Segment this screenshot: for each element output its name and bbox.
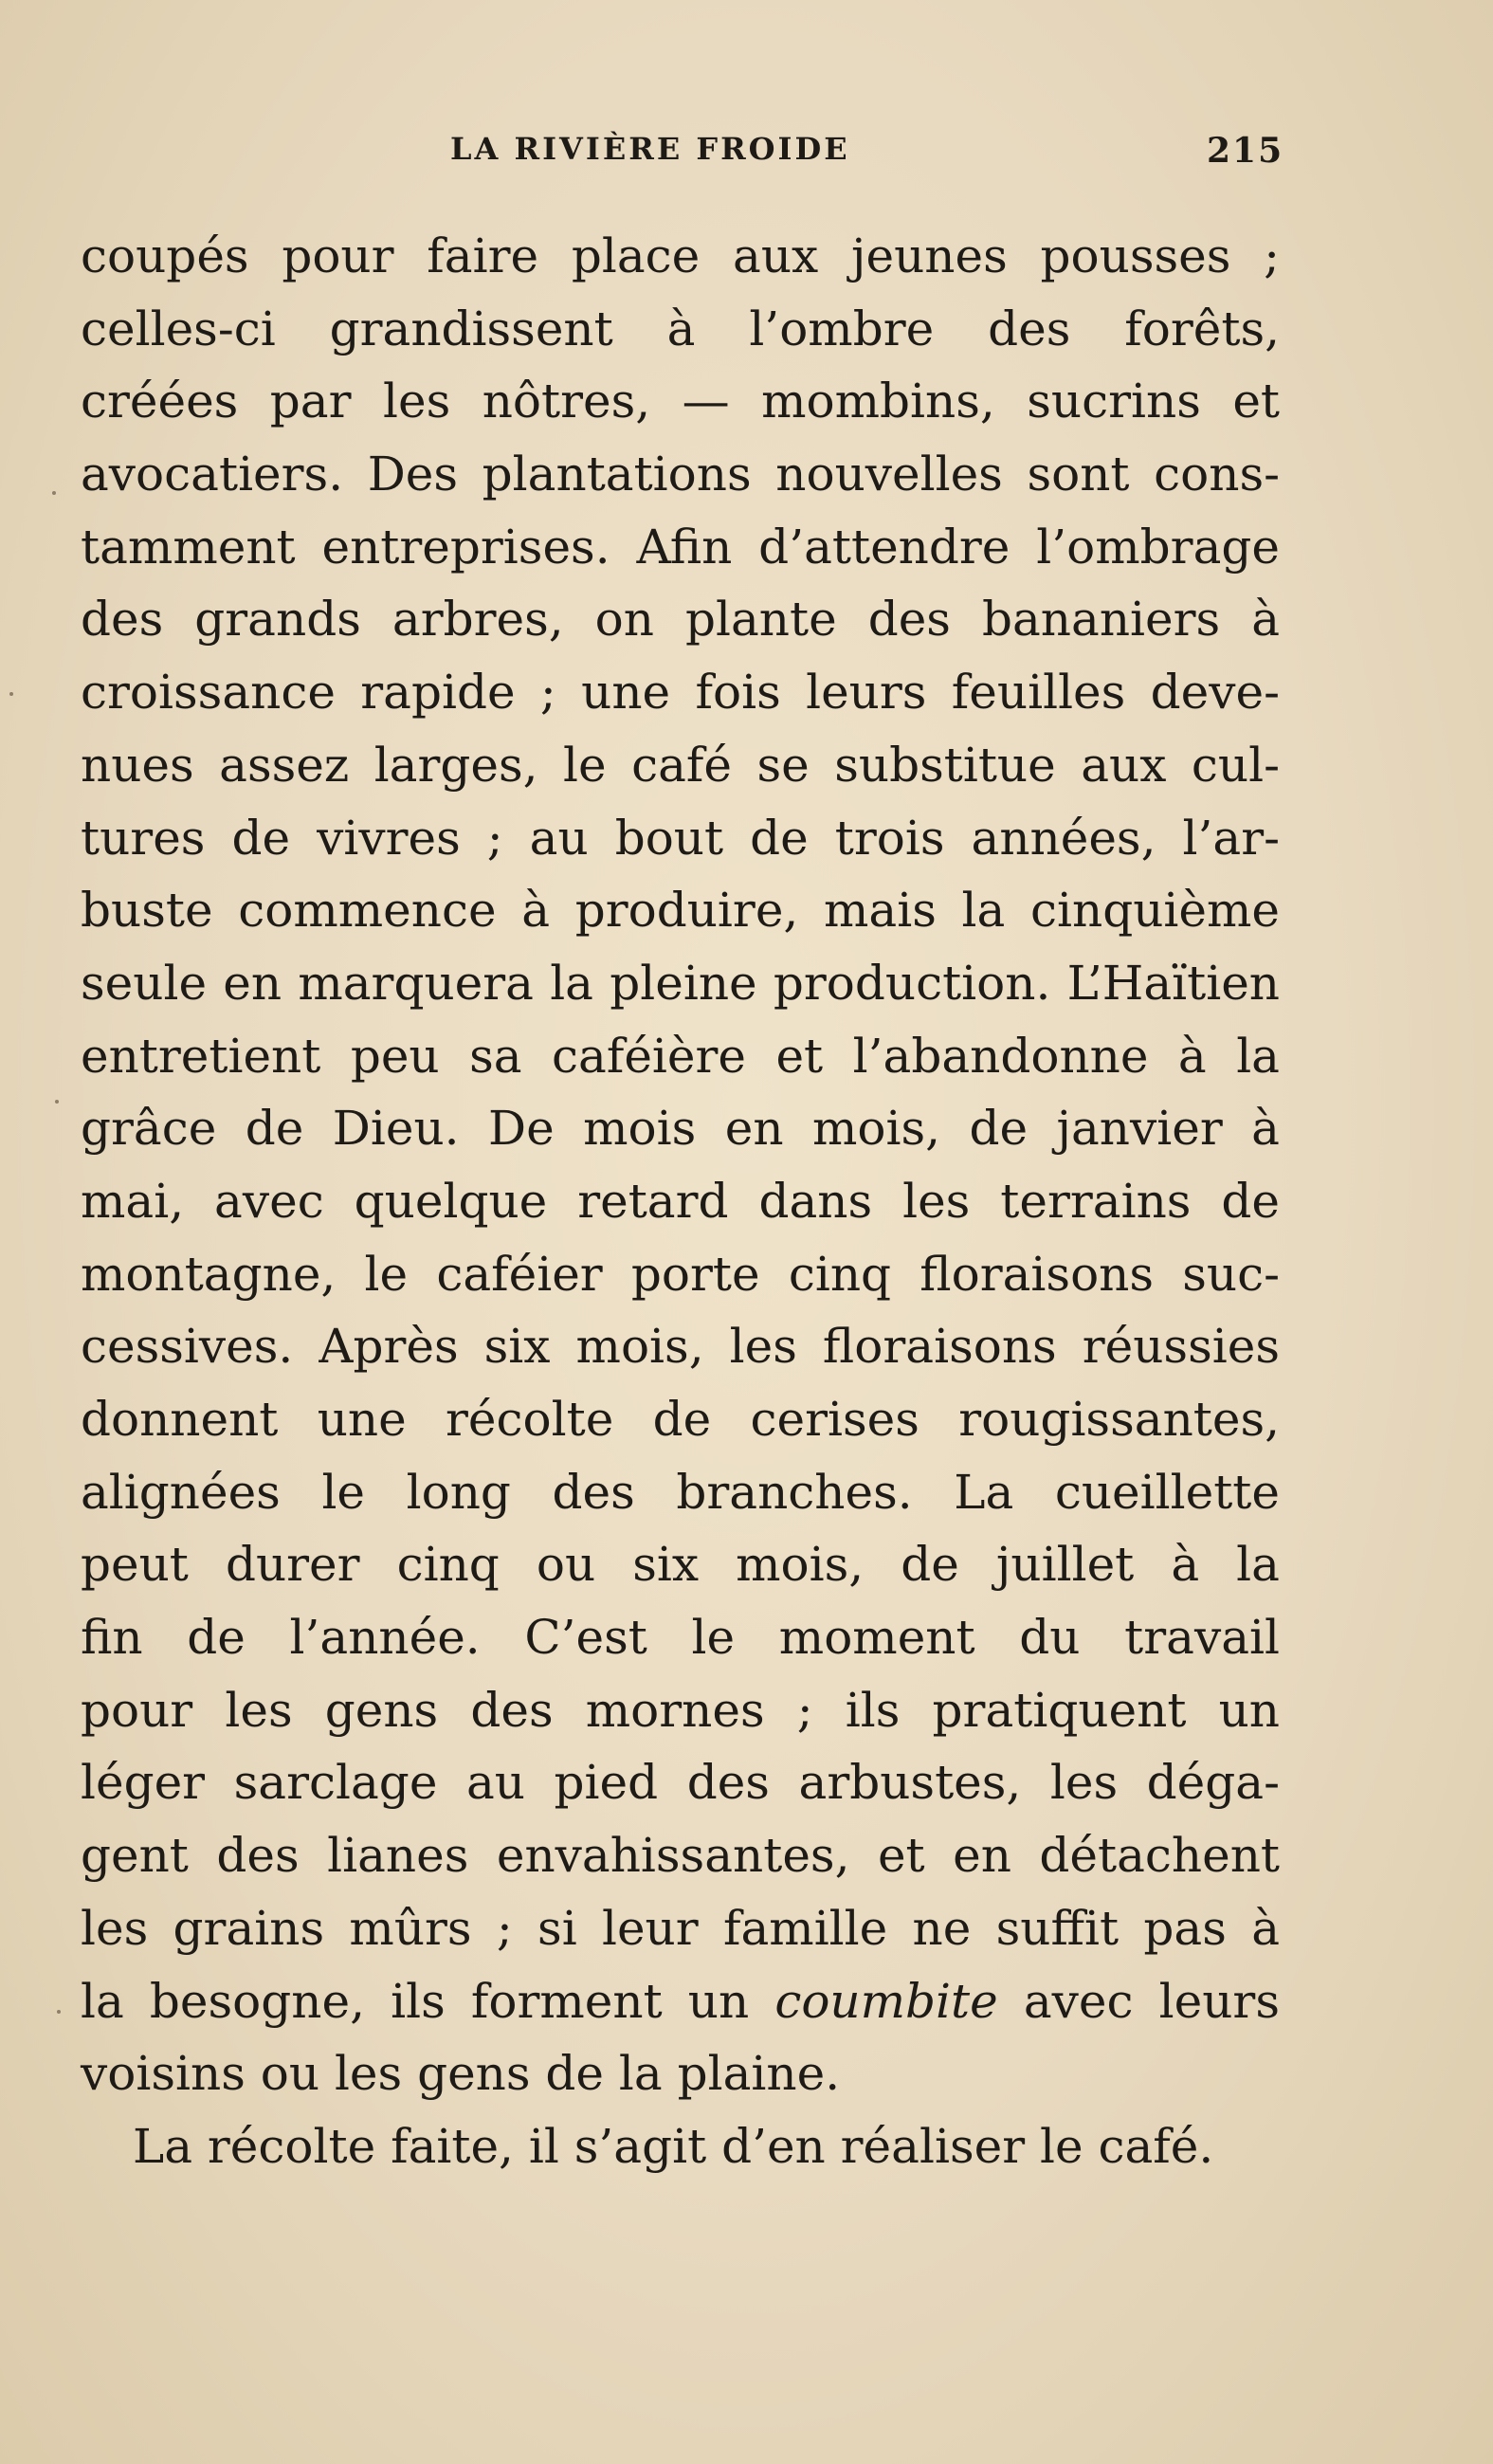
paper-speck — [55, 1100, 59, 1104]
text-line: fin de l’année. C’est le moment du travail — [81, 1610, 1280, 1666]
text-line: cessives. Après six mois, les floraisons réussies — [81, 1319, 1280, 1375]
text-line: mai, avec quelque retard dans les terrains de — [81, 1173, 1280, 1229]
text-line: peut durer cinq ou six mois, de juillet à la — [81, 1537, 1280, 1593]
paper-speck — [57, 2010, 61, 2014]
text-line: pour les gens des mornes ; ils pratiquent un — [81, 1682, 1280, 1738]
text-line: entretient peu sa caféière et l’abandonne à la — [81, 1028, 1280, 1084]
text-line: les grains mûrs ; si leur famille ne suffit pas à — [81, 1900, 1280, 1956]
text-line: montagne, le caféier porte cinq floraisons suc- — [81, 1246, 1280, 1302]
paragraph-start-line: La récolte faite, il s’agit d’en réaliser le café. — [133, 2118, 1214, 2174]
text-line: seule en marquera la pleine production. L’Haïtien — [81, 955, 1280, 1011]
text-line: coupés pour faire place aux jeunes pousses ; — [81, 228, 1280, 283]
text-line: léger sarclage au pied des arbustes, les déga- — [81, 1755, 1280, 1811]
text-line: croissance rapide ; une fois leurs feuilles deve- — [81, 665, 1280, 721]
running-header — [0, 131, 1493, 178]
text-line: alignées le long des branches. La cueillette — [81, 1464, 1280, 1520]
paragraph-end-line: voisins ou les gens de la plaine. — [81, 2046, 841, 2102]
text-line: gent des lianes envahissantes, et en détachent — [81, 1828, 1280, 1884]
text-line: avocatiers. Des plantations nouvelles sont cons- — [81, 447, 1280, 502]
body-text — [81, 220, 1280, 2183]
text-line: nues assez larges, le café se substitue aux cul- — [81, 737, 1280, 793]
paper-speck — [52, 491, 56, 495]
text-line: buste commence à produire, mais la cinquième — [81, 883, 1280, 939]
text-segment: avec leurs — [1023, 1973, 1280, 2029]
running-title: LA RIVIÈRE FROIDE — [450, 131, 850, 167]
text-line: créées par les nôtres, — mombins, sucrins et — [81, 374, 1280, 429]
italic-term: coumbite — [774, 1973, 998, 2029]
text-line: des grands arbres, on plante des bananiers à — [81, 592, 1280, 648]
text-line: grâce de Dieu. De mois en mois, de janvier à — [81, 1101, 1280, 1157]
text-line: donnent une récolte de cerises rougissantes, — [81, 1392, 1280, 1447]
text-line: celles-ci grandissent à l’ombre des forêts, — [81, 301, 1280, 356]
text-line: tamment entreprises. Afin d’attendre l’ombrage — [81, 519, 1280, 575]
text-line: tures de vivres ; au bout de trois années, l’ar- — [81, 810, 1280, 866]
page-number: 215 — [1207, 131, 1284, 171]
text-segment: la besogne, ils forment un — [81, 1973, 750, 2029]
text-line-with-italic — [81, 1965, 1280, 2038]
paper-speck — [9, 692, 13, 696]
